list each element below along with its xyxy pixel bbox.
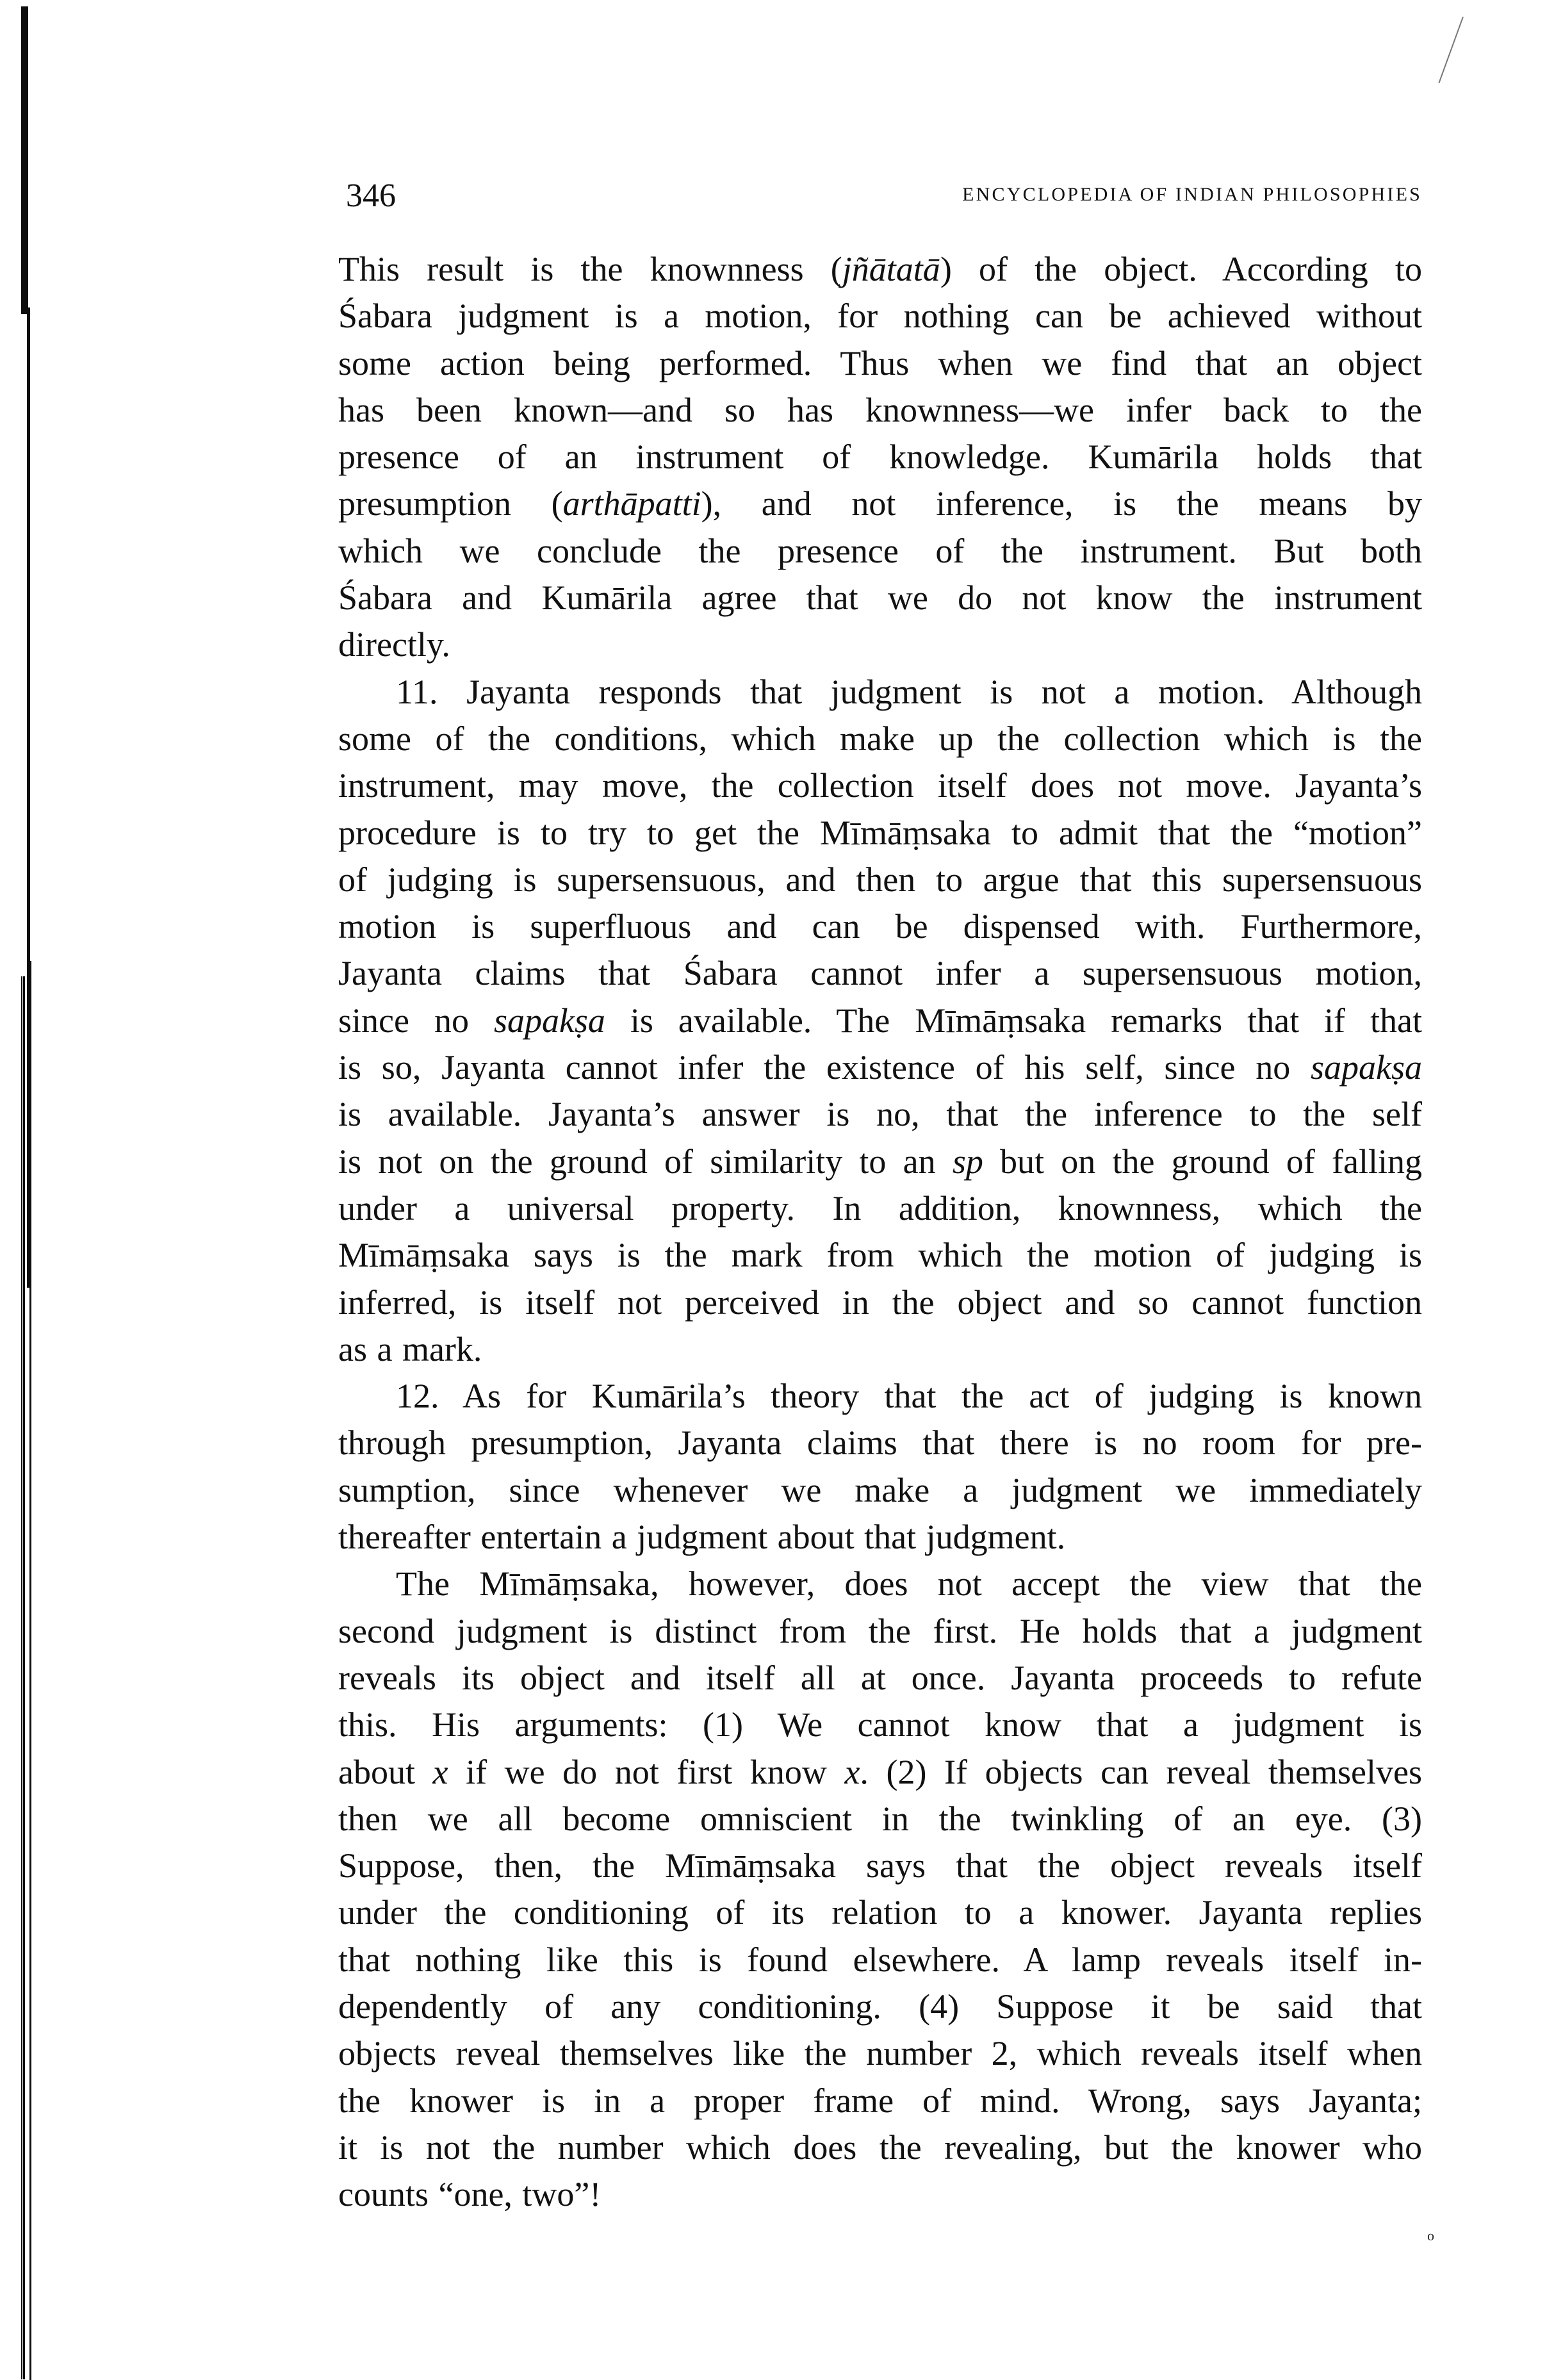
- text-line: [338, 1702, 1422, 1748]
- text-line: [338, 1326, 1422, 1373]
- italic-term: sp: [952, 1142, 983, 1181]
- text-run: reveals its object and itself all at once. Jayanta proceeds to refute: [338, 1658, 1422, 1697]
- text-line: [338, 1937, 1422, 1983]
- text-run: as a mark.: [338, 1329, 482, 1368]
- text-run: This result is the knownness (: [338, 250, 842, 288]
- text-run: which we conclude the presence of the instrument. But both: [338, 531, 1422, 570]
- text-run: Suppose, then, the Mīmāṃsaka says that the object reveals itself: [338, 1846, 1422, 1885]
- text-run: presumption (: [338, 484, 563, 523]
- scan-artifact-bar: [23, 976, 25, 2379]
- text-line: [338, 1514, 1422, 1561]
- text-line: [338, 1044, 1422, 1091]
- page-number: 346: [346, 177, 396, 214]
- text-run: motion is superfluous and can be dispensed with. Furthermore,: [338, 907, 1422, 946]
- text-run: directly.: [338, 625, 450, 664]
- text-line: [338, 1185, 1422, 1232]
- running-head: ENCYCLOPEDIA OF INDIAN PHILOSOPHIES: [962, 184, 1422, 205]
- text-run: procedure is to try to get the Mīmāṃsaka to admit that the “motion”: [338, 813, 1422, 852]
- text-line: [338, 1138, 1422, 1185]
- text-run: instrument, may move, the collection itself does not move. Jayanta’s: [338, 766, 1422, 805]
- text-line: [338, 1561, 1422, 1607]
- text-run: is so, Jayanta cannot infer the existence of his self, since no: [338, 1048, 1311, 1087]
- text-run: that nothing like this is found elsewhere. A lamp reveals itself in-: [338, 1940, 1422, 1979]
- text-run: The Mīmāṃsaka, however, does not accept the view that the: [396, 1564, 1422, 1604]
- text-run: 11. Jayanta responds that judgment is not a motion. Although: [396, 672, 1422, 711]
- text-line: [338, 997, 1422, 1044]
- text-run: has been known—and so has knownness—we infer back to the: [338, 390, 1422, 429]
- text-run: this. His arguments: (1) We cannot know that a judgment is: [338, 1705, 1422, 1744]
- text-run: counts “one, two”!: [338, 2175, 601, 2214]
- text-line: [338, 387, 1422, 434]
- italic-term: arthāpatti: [562, 484, 701, 523]
- text-line: [338, 1373, 1422, 1420]
- text-line: [338, 1467, 1422, 1514]
- text-run: Śabara and Kumārila agree that we do not know the instrument: [338, 579, 1422, 618]
- text-run: if we do not first know: [448, 1752, 845, 1791]
- text-run: since no: [338, 1001, 494, 1040]
- text-run: ), and not inference, is the means by: [701, 484, 1422, 523]
- text-line: [338, 950, 1422, 997]
- text-line: [338, 669, 1422, 716]
- text-line: [338, 1842, 1422, 1889]
- text-line: [338, 246, 1422, 293]
- scan-artifact-bar: [23, 6, 28, 314]
- scan-artifact-bar: [29, 961, 31, 2380]
- text-line: [338, 1749, 1422, 1796]
- text-line: [338, 1420, 1422, 1466]
- text-run: some action being performed. Thus when we find that an object: [338, 343, 1422, 382]
- text-line: [338, 903, 1422, 950]
- text-run: sumption, since whenever we make a judgment we immediately: [338, 1470, 1422, 1509]
- text-run: then we all become omniscient in the twinkling of an eye. (3): [338, 1799, 1422, 1838]
- text-line: [338, 762, 1422, 809]
- text-run: Śabara judgment is a motion, for nothing can be achieved without: [338, 297, 1422, 336]
- text-run: about: [338, 1752, 433, 1791]
- text-line: [338, 528, 1422, 575]
- text-line: [338, 1091, 1422, 1138]
- italic-term: sapakṣa: [493, 1001, 605, 1040]
- text-run: . (2) If objects can reveal themselves: [860, 1752, 1422, 1791]
- text-run: of judging is supersensuous, and then to argue that this supersensuous: [338, 860, 1422, 899]
- text-line: [338, 575, 1422, 621]
- text-run: ) of the object. According to: [940, 250, 1422, 288]
- text-line: [338, 621, 1422, 668]
- stray-mark: o: [1427, 2228, 1434, 2244]
- text-run: objects reveal themselves like the number 2, which reveals itself when: [338, 2034, 1422, 2073]
- text-line: [338, 1889, 1422, 1936]
- text-run: through presumption, Jayanta claims that there is no room for pre-: [338, 1424, 1422, 1463]
- scan-artifact-slash: [1438, 17, 1464, 83]
- text-line: [338, 716, 1422, 762]
- text-line: [338, 2030, 1422, 2077]
- text-line: [338, 1983, 1422, 2030]
- text-run: is not on the ground of similarity to an: [338, 1142, 953, 1181]
- text-line: [338, 340, 1422, 387]
- text-line: [338, 480, 1422, 527]
- text-run: inferred, is itself not perceived in the object and so cannot function: [338, 1283, 1422, 1322]
- text-line: [338, 2078, 1422, 2124]
- text-line: [338, 1279, 1422, 1326]
- text-line: [338, 2171, 1422, 2218]
- scan-artifact-bar: [21, 976, 22, 2379]
- text-run: it is not the number which does the revealing, but the knower who: [338, 2128, 1422, 2167]
- text-line: [338, 1796, 1422, 1842]
- text-line: [338, 810, 1422, 857]
- text-run: under the conditioning of its relation to a knower. Jayanta replies: [338, 1893, 1422, 1932]
- text-line: [338, 434, 1422, 480]
- text-line: [338, 1655, 1422, 1702]
- text-run: but on the ground of falling: [983, 1142, 1422, 1181]
- text-run: second judgment is distinct from the first. He holds that a judgment: [338, 1611, 1422, 1650]
- text-run: Jayanta claims that Śabara cannot infer a supersensuous motion,: [338, 954, 1422, 993]
- text-run: dependently of any conditioning. (4) Suppose it be said that: [338, 1987, 1422, 2026]
- text-run: the knower is in a proper frame of mind. Wrong, says Jayanta;: [338, 2081, 1422, 2120]
- italic-term: x: [844, 1752, 860, 1791]
- italic-term: x: [432, 1752, 448, 1791]
- text-run: Mīmāṃsaka says is the mark from which the motion of judging is: [338, 1236, 1422, 1275]
- italic-term: sapakṣa: [1311, 1048, 1422, 1087]
- text-line: [338, 1608, 1422, 1655]
- text-line: [338, 293, 1422, 340]
- text-line: [338, 2124, 1422, 2171]
- text-run: is available. Jayanta’s answer is no, that the inference to the self: [338, 1095, 1422, 1134]
- text-run: some of the conditions, which make up the collection which is the: [338, 719, 1422, 758]
- text-run: 12. As for Kumārila’s theory that the act of judging is known: [396, 1377, 1422, 1416]
- text-run: under a universal property. In addition, knownness, which the: [338, 1188, 1422, 1227]
- text-run: is available. The Mīmāṃsaka remarks that if that: [605, 1001, 1423, 1040]
- text-line: [338, 1232, 1422, 1279]
- text-line: [338, 857, 1422, 903]
- text-run: presence of an instrument of knowledge. Kumārila holds that: [338, 438, 1422, 477]
- text-run: thereafter entertain a judgment about that judgment.: [338, 1518, 1066, 1557]
- italic-term: jñātatā: [842, 250, 940, 288]
- body-text: [338, 246, 1422, 2218]
